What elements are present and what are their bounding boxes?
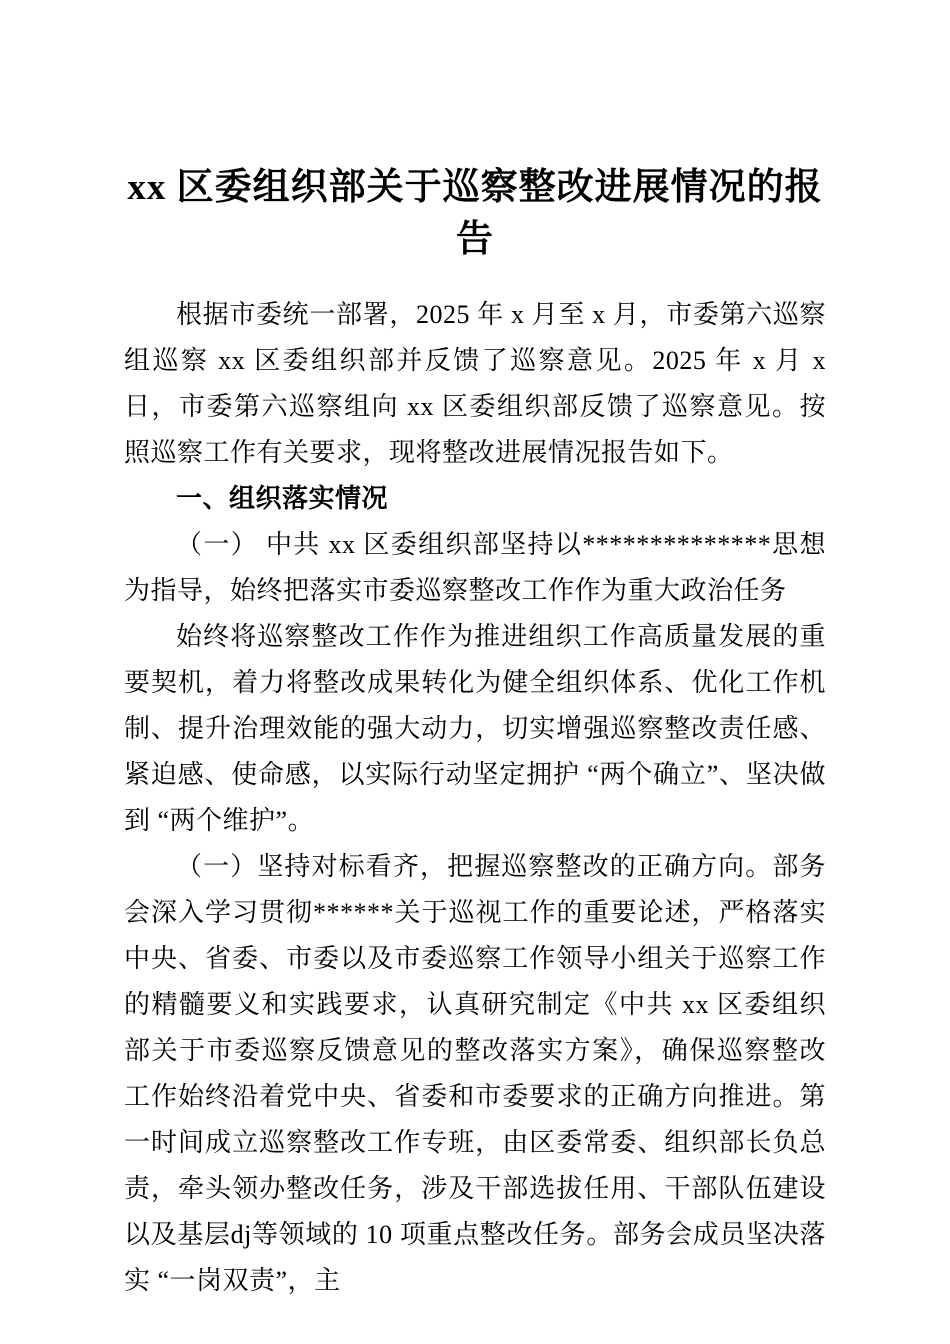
document-body — [124, 292, 826, 1304]
paragraph: （一）坚持对标看齐，把握巡察整改的正确方向。部务会深入学习贯彻******关于巡视工作的重要论述，严格落实中央、省委、市委以及市委巡察工作领导小组关于巡察工作的精髓要义和实践要求，认真研究制定《中共 xx 区委组织部关于市委巡察反馈意见的整改落实方案》，确保巡察整改工作始终沿着党中央、省委和市委要求的正确方向推进。第一时间成立巡察整改工作专班，由区委常委、组织部长负总责，牵头领办整改任务，涉及干部选拔任用、干部队伍建设以及基层dj等领域的 10 项重点整改任务。部务会成员坚决落实 “一岗双责”，主 — [124, 852, 826, 1295]
intro-paragraph: 根据市委统一部署，2025 年 x 月至 x 月，市委第六巡察组巡察 xx 区委组织部并反馈了巡察意见。2025 年 x 月 x 日，市委第六巡察组向 xx 区委组织部反馈了巡察意见。按照巡察工作有关要求，现将整改进展情况报告如下。 — [124, 300, 826, 467]
section-heading: 一、组织落实情况 — [176, 484, 389, 513]
document-title: xx 区委组织部关于巡察整改进展情况的报告 — [127, 167, 823, 260]
paragraph: 始终将巡察整改工作作为推进组织工作高质量发展的重要契机，着力将整改成果转化为健全组织体系、优化工作机制、提升治理效能的强大动力，切实增强巡察整改责任感、紧迫感、使命感，以实际行动坚定拥护 “两个确立”、坚决做到 “两个维护”。 — [124, 622, 826, 835]
paragraph: （一） 中共 xx 区委组织部坚持以**************思想为指导，始终把落实市委巡察整改工作作为重大政治任务 — [124, 530, 826, 605]
